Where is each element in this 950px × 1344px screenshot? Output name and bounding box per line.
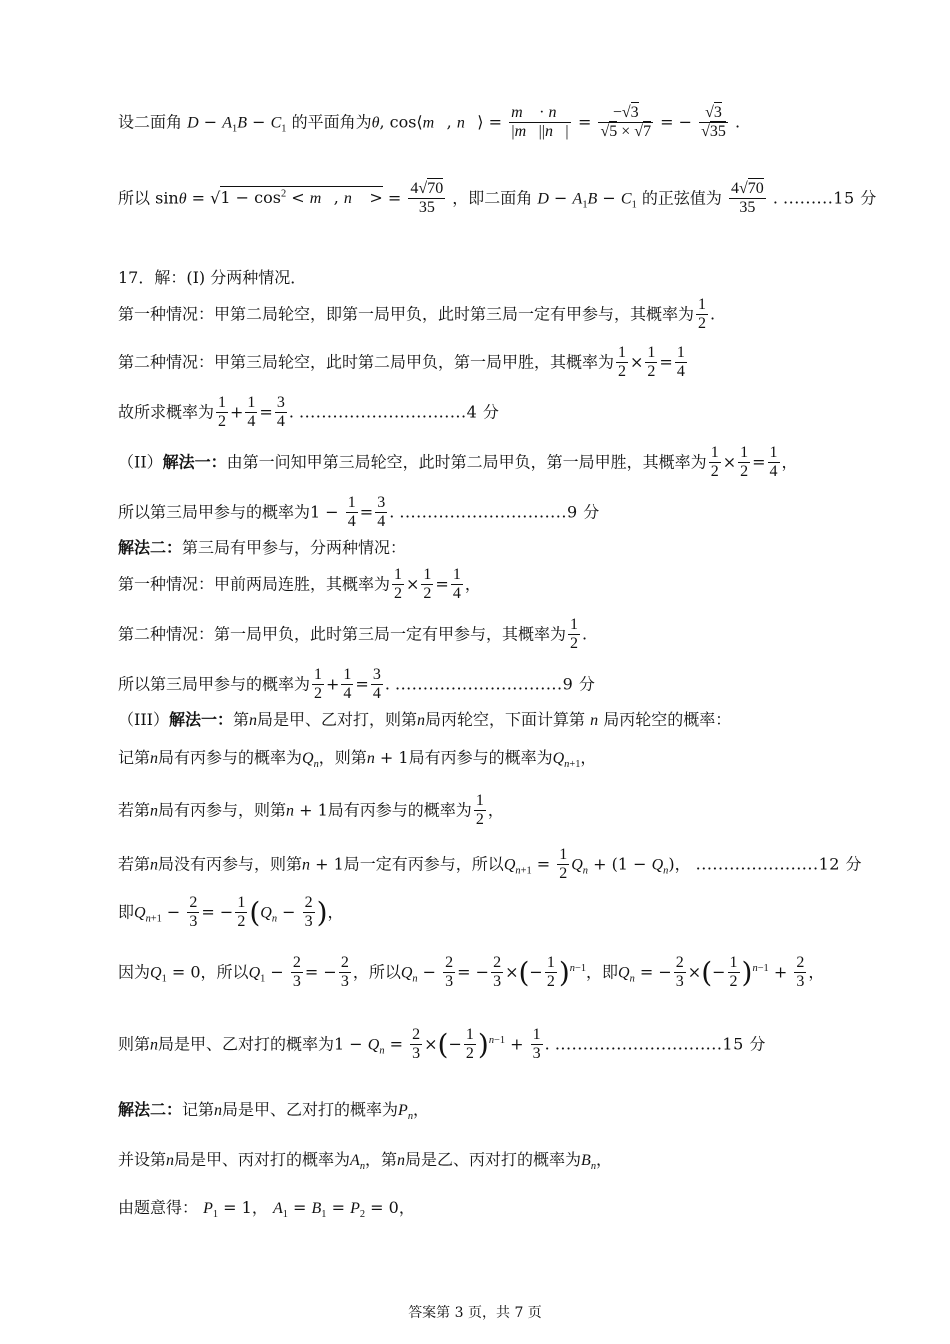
- text: 局丙轮空，下面计算第: [425, 710, 586, 729]
- math-fraction: $\frac{1}{2}$: [647, 344, 656, 381]
- line-16: 若第n局没有丙参与，则第n + 1局一定有丙参与，所以$Q_{n+1}$ = $\frac{1}{2}$ $Q_n + (1 - Q_n)$， ......................12 分: [118, 846, 863, 883]
- text: 局有丙参与的概率为: [327, 800, 472, 820]
- math-fraction: $\frac{2}{3}$: [340, 954, 349, 991]
- text: 记第: [182, 1100, 215, 1119]
- math-fraction: $\frac{1}{4}$: [452, 566, 461, 603]
- text: 若第: [118, 854, 151, 874]
- text: 局丙轮空的概率：: [603, 710, 732, 729]
- text: 则第: [118, 1034, 151, 1054]
- math-fraction: $\frac{1}{2}$: [237, 894, 246, 931]
- math-fraction: $\frac{2}{3}$: [189, 894, 198, 931]
- text: ，所以: [200, 962, 249, 982]
- text: 局是甲、丙对打的概率为: [174, 1150, 351, 1169]
- text: （II）: [118, 452, 163, 472]
- math-fraction: $\frac{1}{2}$: [729, 954, 738, 991]
- math-fraction: $\frac{√3}{√35}$: [701, 104, 726, 141]
- text: 第二种情况：第一局甲负，此时第三局一定有甲参与，其概率为: [118, 624, 567, 644]
- line-18: 因为$Q_1 = 0$，所以$Q_1$ − $\frac{2}{3}$ = − $\frac{2}{3}$ ，所以$Q_n$ − $\frac{2}{3}$ = − $\frac{2}{3}$ ×(− $\frac{1}{2}$ )$^{n-1}$，即$Q_n$ = − $\frac{2}{3}$ ×(− $\frac{1}{2}$ )$^{n-1}$ + $\frac{2}{3}$ ，: [118, 954, 825, 991]
- score-mark: .........15 分: [783, 188, 877, 208]
- text: 所以第三局甲参与的概率为: [118, 502, 311, 522]
- score-mark: ..............................4 分: [299, 402, 500, 422]
- text: 局有丙参与的概率为: [408, 748, 553, 767]
- math-fraction: $\frac{1}{2}$: [740, 444, 749, 481]
- math-fraction: $\frac{4√70}{35}$: [730, 180, 764, 217]
- line-22: 由题意得： $P_1 = 1$， $A_1 = B_1 = P_2 = 0$，: [118, 1198, 415, 1221]
- math-fraction: $\frac{1}{2}$: [546, 954, 555, 991]
- line-9: [118, 538, 840, 557]
- bold-label: 解法一：: [168, 710, 233, 729]
- math-fraction: $\frac{1}{2}$: [423, 566, 432, 603]
- math-fraction: $\frac{-√3}{√5 \times √7}$: [600, 104, 652, 141]
- text: 局有丙参与，则第: [158, 800, 287, 820]
- text: 故所求概率为: [118, 402, 215, 422]
- line-12: 所以第三局甲参与的概率为 $\frac{1}{2}$ + $\frac{1}{4}$ = $\frac{3}{4}$ . ..............................9 分: [118, 666, 596, 703]
- text: 由题意得：: [118, 1198, 199, 1217]
- math-fraction: $\frac{1}{2}$: [475, 792, 484, 829]
- line-14: 记第n局有丙参与的概率为$Q_n$，则第n + 1局有丙参与的概率为$Q_{n+1}$，: [118, 748, 597, 771]
- text: 因为: [118, 962, 151, 982]
- math-fraction: $\frac{4√70}{35}$: [410, 180, 444, 217]
- math-fraction: $\frac{1}{2}$: [710, 444, 719, 481]
- line-1: 设二面角 $D - A_1B - C_1$ 的平面角为θ, cos⟨m⃗, n⃗⟩ = $\frac{m⃗ \cdot n⃗}{|m⃗||n⃗|}$ = $\frac{-√3}{√5 \times √7}$ = − $\frac{√3}{√35}$ .: [118, 104, 741, 141]
- text: 第一种情况：甲前两局连胜，其概率为: [118, 574, 391, 594]
- line-21: 并设第n局是甲、丙对打的概率为$A_n$，第n局是乙、丙对打的概率为$B_n$，: [118, 1150, 613, 1173]
- math-fraction: $\frac{3}{4}$: [372, 666, 381, 703]
- math-fraction: $\frac{3}{4}$: [377, 494, 386, 531]
- text: ，即: [586, 962, 619, 982]
- text: 由第一问知甲第三局轮空，此时第二局甲负，第一局甲胜，其概率为: [226, 452, 707, 472]
- math-fraction: $\frac{1}{2}$: [570, 616, 579, 653]
- math-fraction: $\frac{1}{4}$: [343, 666, 352, 703]
- math-fraction: $\frac{2}{3}$: [493, 954, 502, 991]
- math-fraction: $\frac{1}{4}$: [769, 444, 778, 481]
- math-fraction: $\frac{2}{3}$: [292, 954, 301, 991]
- math-fraction: $\frac{1}{4}$: [347, 494, 356, 531]
- text: ，则第: [318, 748, 367, 767]
- text: 局是乙、丙对打的概率为: [405, 1150, 582, 1169]
- math-fraction: $\frac{2}{3}$: [445, 954, 454, 991]
- text: 局是甲、乙对打的概率为: [222, 1100, 399, 1119]
- math-fraction: $\frac{1}{2}$: [465, 1026, 474, 1063]
- line-17: 即$Q_{n+1}$ − $\frac{2}{3}$ = − $\frac{1}{2}$ ($Q_n$ − $\frac{2}{3}$ )，: [118, 894, 344, 931]
- line-13: （III）解法一：第n局是甲、乙对打，则第n局丙轮空，下面计算第 n 局丙轮空的概率：: [118, 710, 732, 729]
- math-fraction: $\frac{1}{2}$: [218, 394, 227, 431]
- text: （III）: [118, 710, 169, 729]
- math-fraction: $\frac{2}{3}$: [796, 954, 805, 991]
- line-11: 第二种情况：第一局甲负，此时第三局一定有甲参与，其概率为 $\frac{1}{2}$ .: [118, 616, 588, 653]
- score-mark: ......................12 分: [695, 854, 863, 874]
- line-6: 故所求概率为 $\frac{1}{2}$ + $\frac{1}{4}$ = $\frac{3}{4}$ . ..............................4 分: [118, 394, 500, 431]
- bold-label: 解法一：: [162, 452, 227, 472]
- text: 局一定有丙参与，所以: [343, 854, 504, 874]
- text: 第三局有甲参与，分两种情况：: [182, 538, 407, 557]
- score-mark: ..............................9 分: [395, 674, 596, 694]
- bold-label: 解法二：: [118, 538, 183, 557]
- text: 记第: [118, 748, 151, 767]
- score-mark: ..............................15 分: [554, 1034, 766, 1054]
- math-fraction: $\frac{1}{3}$: [532, 1026, 541, 1063]
- math-fraction: $\frac{2}{3}$: [412, 1026, 421, 1063]
- text: 第一种情况：甲第二局轮空，即第一局甲负，此时第三局一定有甲参与，其概率为: [118, 304, 695, 324]
- text: 即: [118, 902, 135, 922]
- math-fraction: $\frac{1}{4}$: [247, 394, 256, 431]
- text: 设二面角: [118, 112, 183, 132]
- line-2: 所以 $\sin\theta = √1 - \cos^2$ < m⃗, n⃗ > = $\frac{4√70}{35}$ ，即二面角 $D - A_1B - C_1$ 的正弦值为 $\frac{4√70}{35}$ . .........15 分: [118, 180, 877, 217]
- text: 17．解：(I) 分两种情况．: [118, 268, 307, 287]
- text: ，第: [365, 1150, 398, 1169]
- math-fraction: $\frac{1}{2}$: [559, 846, 568, 883]
- bold-label: 解法二：: [118, 1100, 183, 1119]
- line-5: 第二种情况：甲第三局轮空，此时第二局甲负，第一局甲胜，其概率为 $\frac{1}{2}$ × $\frac{1}{2}$ = $\frac{1}{4}$: [118, 344, 685, 381]
- text: 局是甲、乙对打，则第: [257, 710, 418, 729]
- line-8: 所以第三局甲参与的概率为1 − $\frac{1}{4}$ = $\frac{3}{4}$ . ..............................9 分: [118, 494, 600, 531]
- line-3: [118, 268, 840, 287]
- math-fraction: $\frac{1}{2}$: [394, 566, 403, 603]
- score-mark: ..............................9 分: [399, 502, 600, 522]
- math-fraction: $\frac{m⃗ \cdot n⃗}{|m⃗||n⃗|}$: [511, 104, 569, 141]
- text: 局没有丙参与，则第: [158, 854, 303, 874]
- line-4: 第一种情况：甲第二局轮空，即第一局甲负，此时第三局一定有甲参与，其概率为 $\frac{1}{2}$ .: [118, 296, 716, 333]
- math-fraction: $\frac{1}{4}$: [676, 344, 685, 381]
- math-fraction: $\frac{2}{3}$: [675, 954, 684, 991]
- text: 第二种情况：甲第三局轮空，此时第二局甲负，第一局甲胜，其概率为: [118, 352, 615, 372]
- text: ，所以: [352, 962, 401, 982]
- text: 若第: [118, 800, 151, 820]
- text: 所以: [118, 188, 151, 208]
- text: 并设第: [118, 1150, 167, 1169]
- line-10: 第一种情况：甲前两局连胜，其概率为 $\frac{1}{2}$ × $\frac{1}{2}$ = $\frac{1}{4}$ ，: [118, 566, 481, 603]
- text: ，即二面角: [452, 188, 533, 208]
- math-fraction: $\frac{2}{3}$: [304, 894, 313, 931]
- text: 局有丙参与的概率为: [158, 748, 303, 767]
- text: 局是甲、乙对打的概率为: [158, 1034, 335, 1054]
- line-15: 若第n局有丙参与，则第n + 1局有丙参与的概率为 $\frac{1}{2}$ ，: [118, 792, 504, 829]
- line-19: 则第n局是甲、乙对打的概率为$1 - Q_n$ = $\frac{2}{3}$ ×(− $\frac{1}{2}$ )$^{n-1}$ + $\frac{1}{3}$ . ..............................15 分: [118, 1026, 766, 1063]
- line-7: （II）解法一：由第一问知甲第三局轮空，此时第二局甲负，第一局甲胜，其概率为 $\frac{1}{2}$ × $\frac{1}{2}$ = $\frac{1}{4}$ ，: [118, 444, 798, 481]
- math-fraction: $\frac{1}{2}$: [618, 344, 627, 381]
- math-fraction: $\frac{1}{2}$: [698, 296, 707, 333]
- text: 的正弦值为: [641, 188, 722, 208]
- math-fraction: $\frac{3}{4}$: [276, 394, 285, 431]
- text: 第: [232, 710, 249, 729]
- math-fraction: $\frac{1}{2}$: [314, 666, 323, 703]
- text: 所以第三局甲参与的概率为: [118, 674, 311, 694]
- line-20: 解法二：记第n局是甲、乙对打的概率为$P_n$，: [118, 1100, 430, 1123]
- text: 的平面角为: [291, 112, 372, 132]
- page-footer: 答案第 3 页，共 7 页: [408, 1305, 542, 1321]
